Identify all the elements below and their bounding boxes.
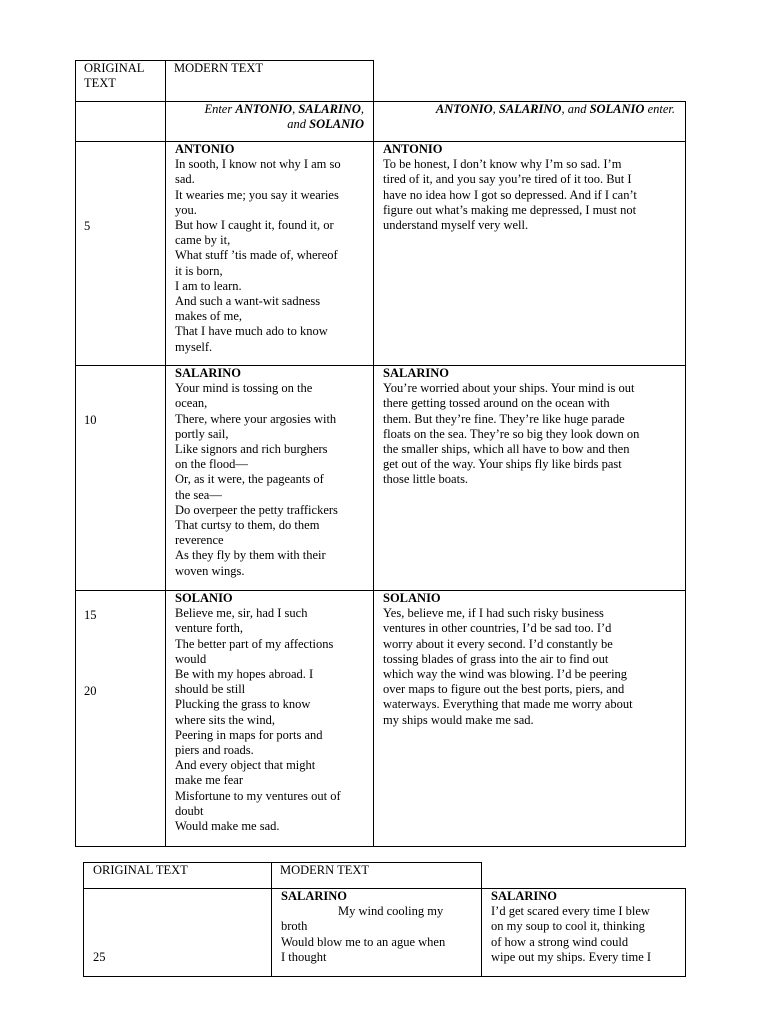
speaker-name: SOLANIO [383, 591, 441, 605]
table-rule [83, 976, 686, 977]
modern-speech-solanio: SOLANIO Yes, believe me, if I had such risky business ventures in other countries, I’d be sad too. I’d worry about it every second. I’d constantly be tossing blades of grass into the air to find out which way the wind was blowing. I’d be peering over maps to figure out the best ports, piers, and waterways. Everything that made me worry about my ships would make me sad. [383, 591, 683, 728]
line-number: 15 [84, 608, 97, 622]
table-rule [83, 862, 84, 977]
table-rule [685, 101, 686, 847]
original-speech-antonio: ANTONIO In sooth, I know not why I am so sad. It wearies me; you say it wearies you. But how I caught it, found it, or came by it, What stuff ’tis made of, whereof it is born, I am to learn. And such a want-wit sadness makes of me, That I have much ado to know myself. [175, 142, 370, 355]
line-number: 10 [84, 413, 97, 427]
speaker-name: SALARINO [383, 366, 449, 380]
line-number: 5 [84, 219, 91, 233]
speaker-name: SALARINO [491, 889, 557, 903]
header-original-text: ORIGINAL TEXT [93, 863, 188, 877]
header-original-text: ORIGINAL TEXT [84, 61, 144, 91]
speaker-name: ANTONIO [175, 142, 235, 156]
stage-direction-original: Enter ANTONIO, SALARINO, and SOLANIO [204, 102, 364, 132]
speaker-name: SOLANIO [175, 591, 233, 605]
table-rule [75, 846, 686, 847]
stage-direction-modern: ANTONIO, SALARINO, and SOLANIO enter. [435, 102, 675, 116]
header-modern-text: MODERN TEXT [174, 61, 264, 75]
original-speech-salarino: SALARINO Your mind is tossing on the ocean, There, where your argosies with portly sail, Like signors and rich burghers on the flood— Or, as it were, the pageants of the sea— Do overpeer the petty traffickers That curtsy to them, do them reverence As they fly by them with their woven wings. [175, 366, 370, 579]
original-speech-solanio: SOLANIO Believe me, sir, had I such venture forth, The better part of my affections would Be with my hopes abroad. I should be still Plucking the grass to know where sits the wind, Peering in maps for ports and piers and roads. And every object that might make me fear Misfortune to my ventures out of doubt Would make me sad. [175, 591, 370, 834]
modern-speech-antonio: ANTONIO To be honest, I don’t know why I’m so sad. I’m tired of it, and you say you’re tired of it too. But I have no idea how I got so depressed. And if I can’t figure out what’s making me depressed, I must not understand myself very well. [383, 142, 683, 233]
header-modern-text: MODERN TEXT [280, 863, 370, 877]
speaker-name: SALARINO [281, 889, 347, 903]
speaker-name: SALARINO [175, 366, 241, 380]
modern-speech-salarino: SALARINO You’re worried about your ships. Your mind is out there getting tossed around on the ocean with them. But they’re fine. They’re like huge parade floats on the sea. They’re so big they look down on the smaller ships, which all have to bow and then get out of the way. Your ships fly like birds past those little boats. [383, 366, 683, 488]
line-number: 20 [84, 684, 97, 698]
table-rule [481, 862, 482, 977]
table-rule [165, 60, 166, 847]
speaker-name: ANTONIO [383, 142, 443, 156]
table-rule [75, 60, 76, 847]
table-rule [685, 888, 686, 977]
line-number: 25 [93, 950, 106, 964]
modern-speech-salarino-2: SALARINO I’d get scared every time I blew on my soup to cool it, thinking of how a strong wind could wipe out my ships. Every time I [491, 889, 683, 965]
table-rule [373, 60, 374, 847]
table-rule [271, 862, 272, 977]
original-speech-salarino-2: SALARINO My wind cooling my broth Would blow me to an ague when I thought [281, 889, 479, 965]
